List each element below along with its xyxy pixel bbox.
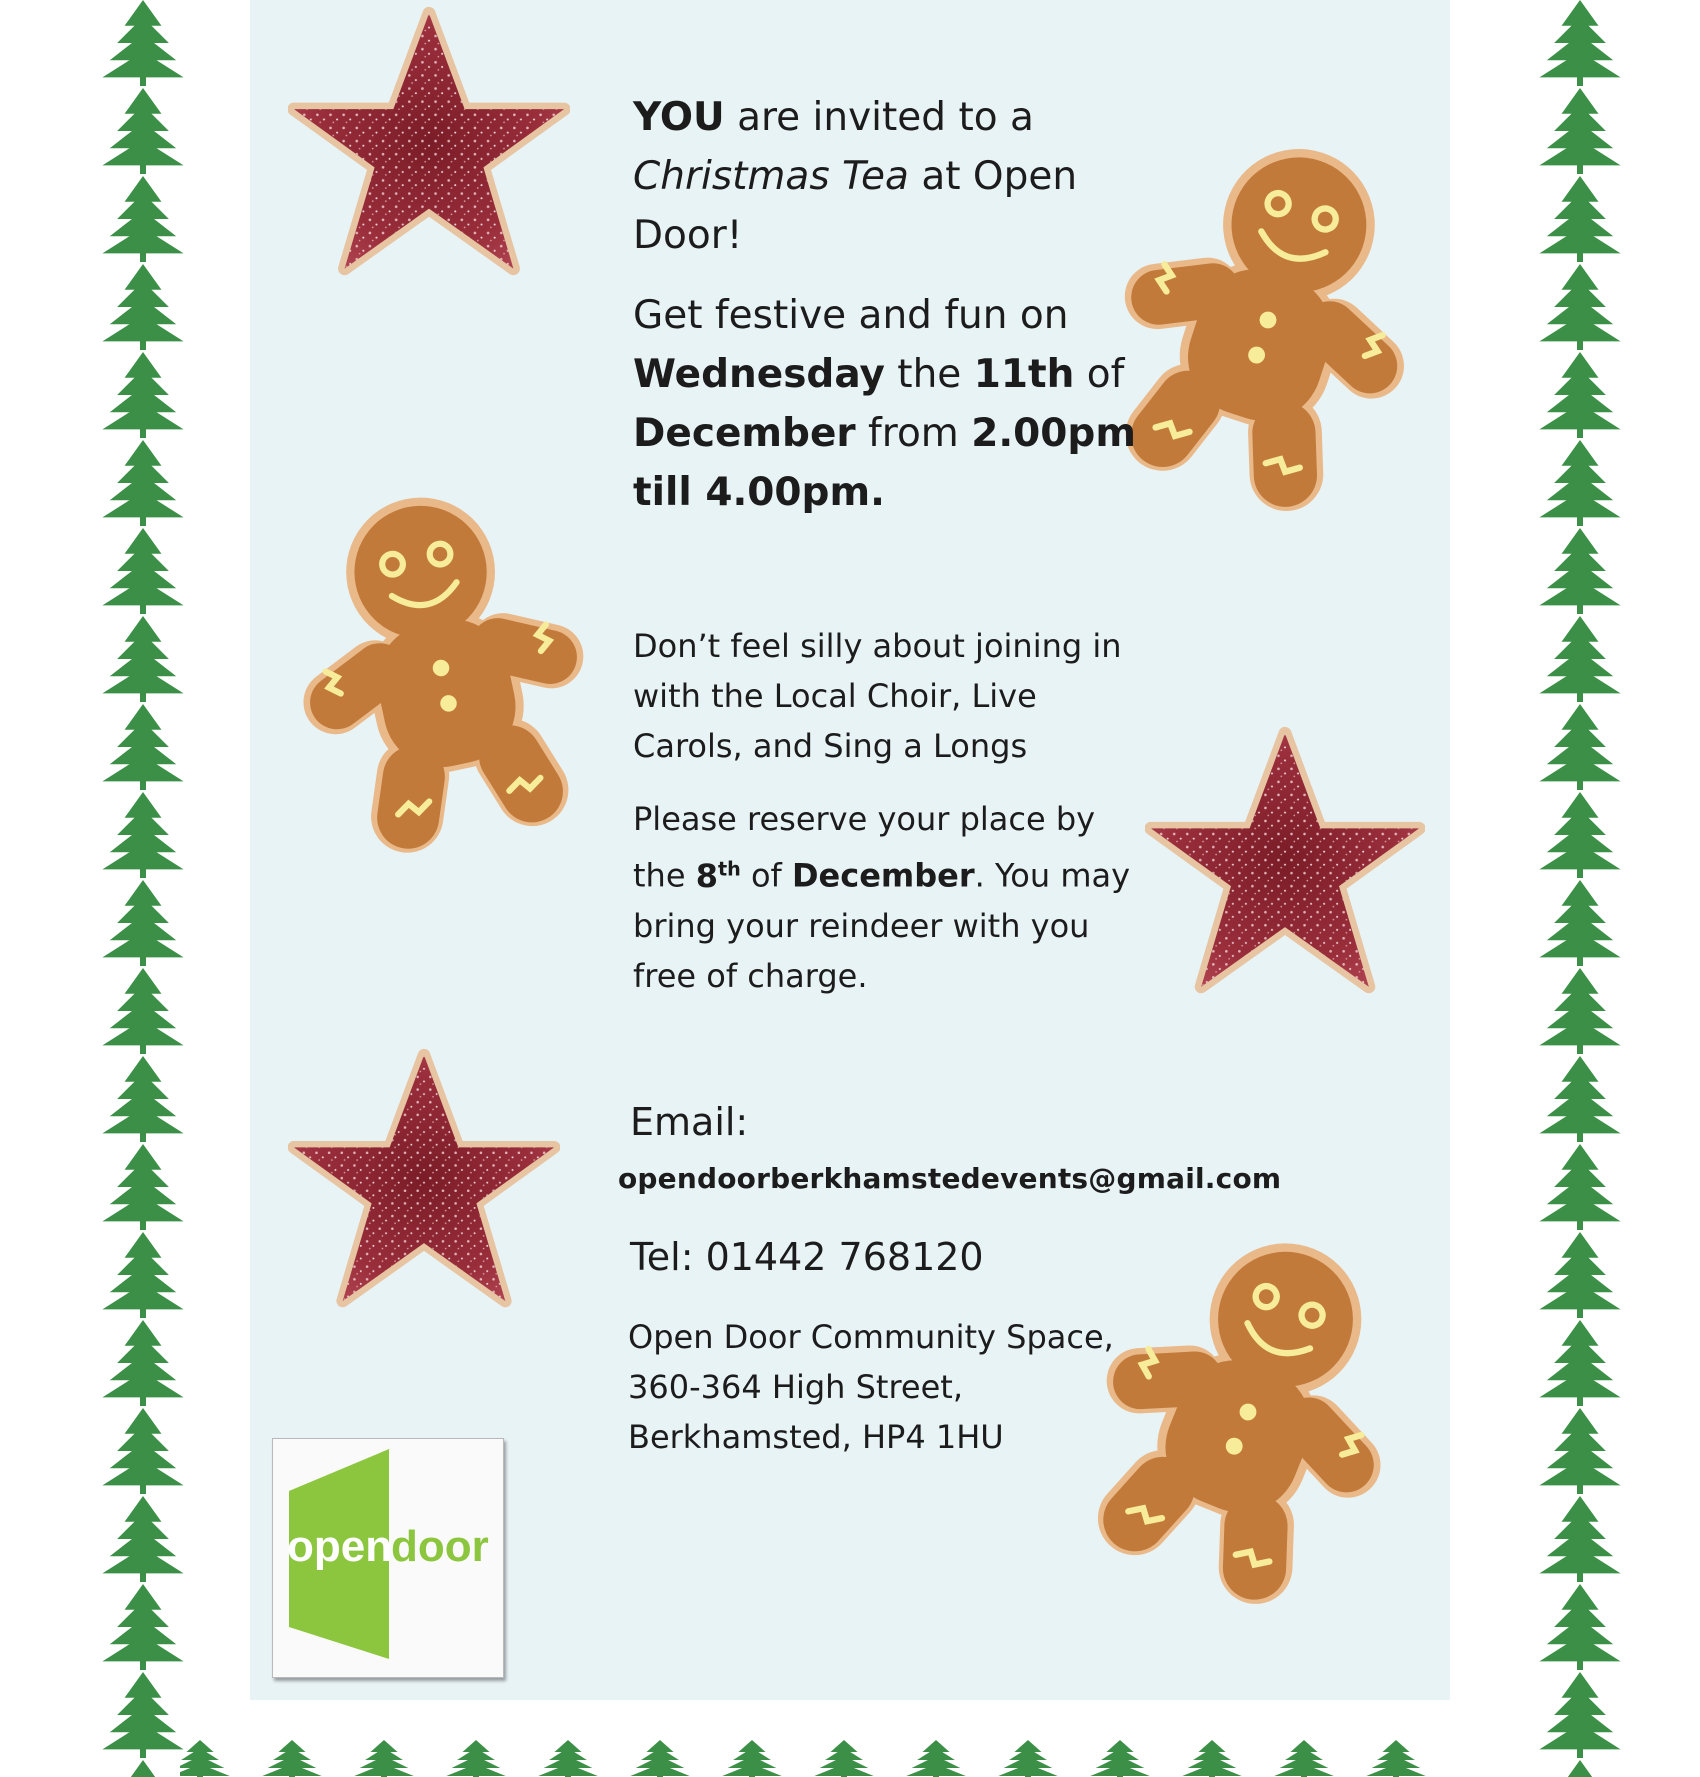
christmas-tree-icon: [102, 1760, 183, 1777]
christmas-tree-icon: [1182, 1740, 1241, 1777]
christmas-tree-icon: [446, 1740, 505, 1777]
christmas-tree-icon: [1539, 1760, 1620, 1777]
christmas-tree-icon: [1539, 1232, 1620, 1318]
door-icon: [273, 1439, 503, 1677]
christmas-tree-icon: [1539, 528, 1620, 614]
christmas-tree-icon: [1539, 1496, 1620, 1582]
christmas-tree-icon: [1539, 1144, 1620, 1230]
email-label: Email:: [630, 1100, 749, 1144]
christmas-tree-icon: [1366, 1740, 1425, 1777]
christmas-tree-icon: [102, 1672, 183, 1758]
christmas-tree-icon: [1539, 264, 1620, 350]
reserve-paragraph: Please reserve your place by the 8th of December. You may bring your reindeer with you free of charge.: [633, 800, 1131, 995]
christmas-tree-icon: [102, 616, 183, 702]
christmas-tree-icon: [354, 1740, 413, 1777]
christmas-tree-icon: [1539, 1672, 1620, 1758]
christmas-tree-icon: [1090, 1740, 1149, 1777]
christmas-tree-icon: [102, 440, 183, 526]
event-month: December: [633, 411, 856, 456]
christmas-tree-icon: [1539, 704, 1620, 790]
christmas-tree-icon: [102, 352, 183, 438]
christmas-tree-icon: [102, 1056, 183, 1142]
christmas-tree-icon: [538, 1740, 597, 1777]
christmas-tree-icon: [1539, 176, 1620, 262]
telephone-number: Tel: 01442 768120: [630, 1235, 984, 1279]
tree-border-bottom: [180, 1738, 1480, 1777]
invite-you: YOU: [633, 95, 725, 140]
invitation-heading: YOU are invited to a Christmas Tea at Open Door!: [633, 95, 1078, 258]
christmas-tree-icon: [102, 1584, 183, 1670]
christmas-tree-icon: [1274, 1740, 1333, 1777]
christmas-tree-icon: [180, 1740, 230, 1777]
tree-border-right: [1525, 0, 1635, 1777]
christmas-tree-icon: [102, 88, 183, 174]
choir-paragraph: Don’t feel silly about joining in with the Local Choir, Live Carols, and Sing a Longs: [633, 627, 1122, 765]
star-icon: [288, 6, 570, 278]
email-address[interactable]: opendoorberkhamstedevents@gmail.com: [618, 1162, 1282, 1195]
event-end-time: till 4.00pm.: [633, 470, 885, 515]
reserve-day: 8th: [695, 856, 741, 895]
christmas-tree-icon: [722, 1740, 781, 1777]
christmas-tree-icon: [906, 1740, 965, 1777]
christmas-tree-icon: [102, 880, 183, 966]
christmas-tree-icon: [102, 176, 183, 262]
christmas-tree-icon: [1539, 880, 1620, 966]
christmas-tree-icon: [102, 1232, 183, 1318]
logo-word-open: open: [287, 1522, 393, 1571]
christmas-tree-icon: [1539, 352, 1620, 438]
christmas-tree-icon: [102, 1408, 183, 1494]
christmas-tree-icon: [998, 1740, 1057, 1777]
event-details: Get festive and fun on Wednesday the 11th of December from 2.00pm till 4.00pm.: [633, 293, 1136, 515]
event-date: 11th: [973, 352, 1075, 397]
star-icon: [1145, 726, 1425, 996]
christmas-tree-icon: [1539, 1056, 1620, 1142]
christmas-tree-icon: [1539, 88, 1620, 174]
christmas-tree-icon: [102, 1496, 183, 1582]
christmas-tree-icon: [630, 1740, 689, 1777]
christmas-tree-icon: [102, 264, 183, 350]
christmas-tree-icon: [102, 704, 183, 790]
event-day: Wednesday: [633, 352, 885, 397]
christmas-tree-icon: [262, 1740, 321, 1777]
christmas-tree-icon: [102, 968, 183, 1054]
christmas-tree-icon: [102, 1320, 183, 1406]
event-name: Christmas Tea: [633, 154, 909, 199]
address: Open Door Community Space, 360-364 High Street, Berkhamsted, HP4 1HU: [628, 1318, 1114, 1456]
christmas-tree-icon: [102, 1144, 183, 1230]
christmas-tree-icon: [102, 0, 183, 86]
star-icon: [288, 1048, 560, 1310]
tree-border-left: [88, 0, 198, 1777]
christmas-tree-icon: [1539, 616, 1620, 702]
christmas-tree-icon: [1539, 440, 1620, 526]
event-start-time: 2.00pm: [971, 411, 1136, 456]
christmas-tree-icon: [102, 792, 183, 878]
christmas-tree-icon: [1539, 968, 1620, 1054]
christmas-tree-icon: [1539, 1408, 1620, 1494]
christmas-tree-icon: [1539, 792, 1620, 878]
logo-word-door: door: [391, 1522, 489, 1571]
christmas-tree-icon: [1539, 1320, 1620, 1406]
open-door-logo: [272, 1438, 504, 1678]
reserve-month: December: [791, 856, 975, 895]
christmas-tree-icon: [814, 1740, 873, 1777]
christmas-tree-icon: [102, 528, 183, 614]
christmas-tree-icon: [1539, 0, 1620, 86]
christmas-tree-icon: [1539, 1584, 1620, 1670]
